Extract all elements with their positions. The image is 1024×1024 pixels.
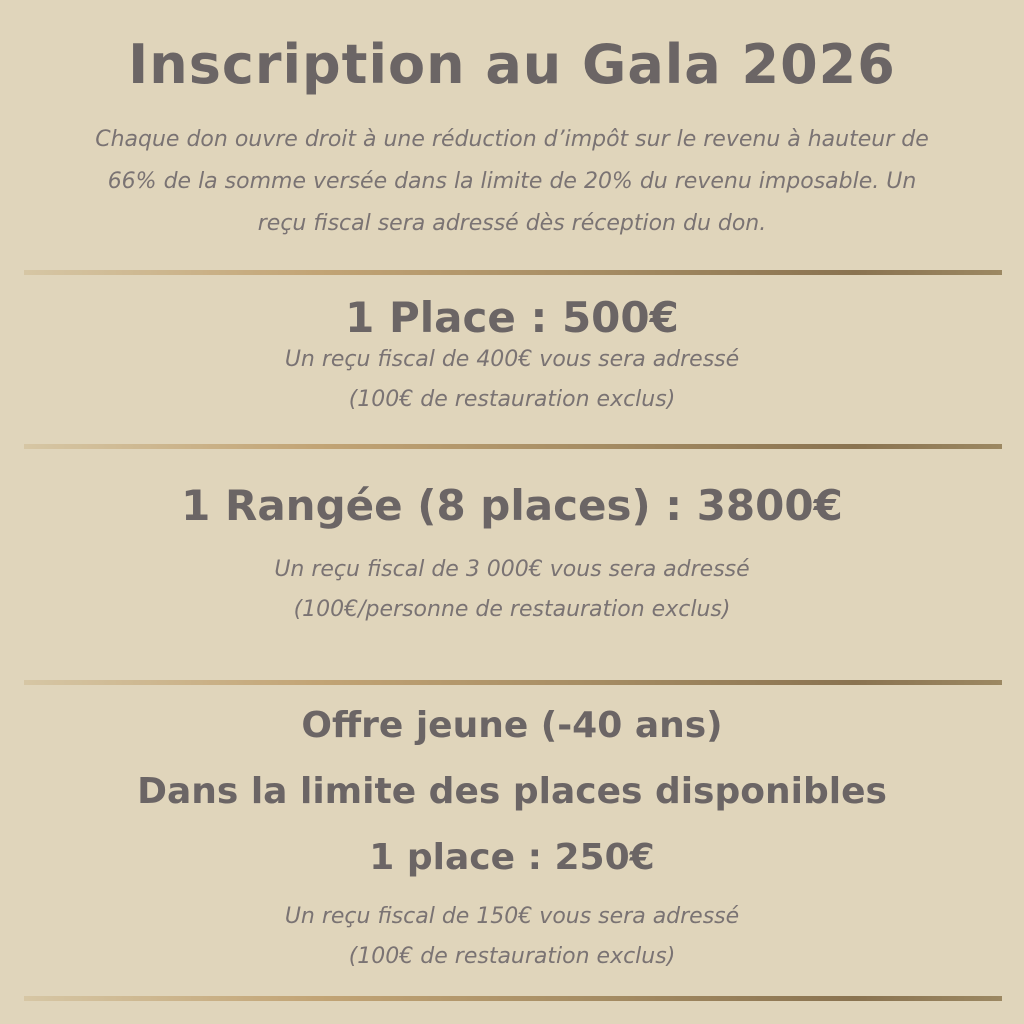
divider-2: [24, 444, 1002, 449]
offer-youth-note-1: Un reçu fiscal de 150€ vous sera adressé: [284, 904, 740, 929]
tax-info-paragraph: [0, 119, 1024, 245]
offer-youth-price: 1 place : 250€: [369, 837, 655, 878]
page-title: Inscription au Gala 2026: [128, 33, 896, 96]
divider-4: [24, 996, 1002, 1001]
offer-youth-note-2: (100€ de restauration exclus): [348, 944, 676, 969]
tax-info-line-1: Chaque don ouvre droit à une réduction d’impôt sur le revenu à hauteur de: [95, 127, 929, 152]
offer-single-place-note-1: Un reçu fiscal de 400€ vous sera adressé: [284, 347, 740, 372]
offer-row-note-1: Un reçu fiscal de 3 000€ vous sera adressé: [274, 557, 750, 582]
offer-row-note-2: (100€/personne de restauration exclus): [293, 597, 731, 622]
divider-3: [24, 680, 1002, 685]
tax-info-line-2: 66% de la somme versée dans la limite de 20% du revenu imposable. Un: [107, 169, 917, 194]
divider-1: [24, 270, 1002, 275]
offer-single-place-note-2: (100€ de restauration exclus): [348, 387, 676, 412]
offer-youth-availability: Dans la limite des places disponibles: [137, 771, 887, 812]
tax-info-line-3: reçu fiscal sera adressé dès réception du don.: [257, 211, 767, 236]
offer-single-place-heading: 1 Place : 500€: [345, 293, 679, 342]
offer-row-heading: 1 Rangée (8 places) : 3800€: [181, 481, 843, 530]
offer-youth: [0, 693, 1024, 977]
offer-youth-title: Offre jeune (-40 ans): [301, 705, 723, 746]
offer-single-place: [0, 292, 1024, 420]
offer-row: [0, 480, 1024, 630]
